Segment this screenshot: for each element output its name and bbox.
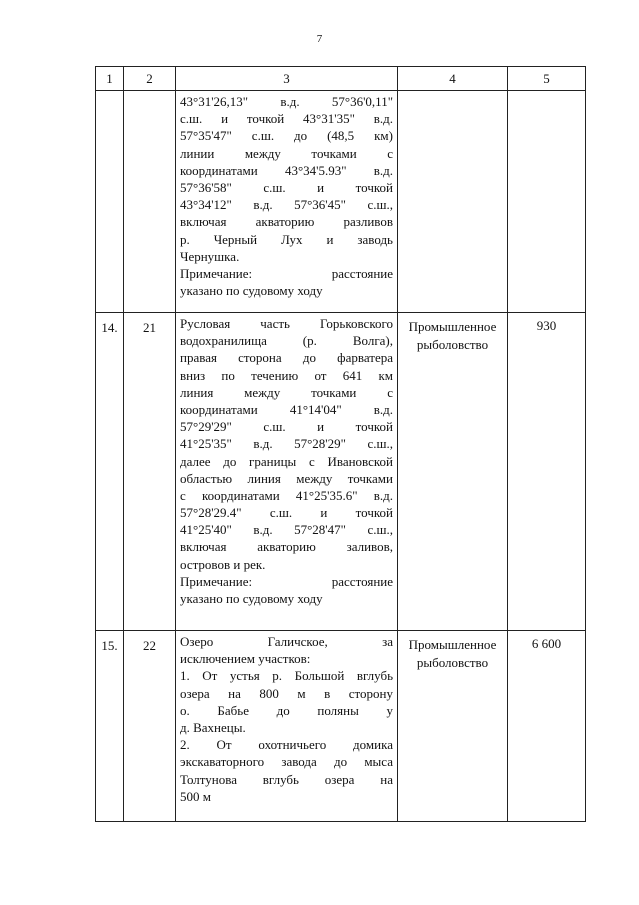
row-index: [96, 91, 124, 313]
description-line: Примечание: расстояние: [180, 573, 393, 589]
description-line: 57°29'29" с.ш. и точкой: [180, 419, 393, 435]
activity-line: Промышленное: [408, 319, 497, 334]
table-row: [96, 91, 586, 313]
description-line: включая акваторию разливов: [180, 214, 393, 230]
description-line: 57°35'47" с.ш. до (48,5 км): [180, 128, 393, 144]
description-line: 500 м: [180, 788, 211, 804]
description-line: д. Вахнецы.: [180, 719, 246, 735]
row-number: 21: [124, 313, 176, 631]
description-line: координатами 43°34'5.93" в.д.: [180, 162, 393, 178]
description-line: вниз по течению от 641 км: [180, 367, 393, 383]
description-line: Чернушка.: [180, 248, 240, 264]
description-line: 2. От охотничьего домика: [180, 737, 393, 753]
description-line: исключением участков:: [180, 651, 311, 667]
description-line: 1. От устья р. Большой вглубь: [180, 668, 393, 684]
row-description: [176, 631, 398, 822]
description-line: далее до границы с Ивановской: [180, 453, 393, 469]
description-line: 43°34'12" в.д. 57°36'45" с.ш.,: [180, 197, 393, 213]
table-header-row: [96, 67, 586, 91]
row-activity: [398, 631, 508, 822]
description-line: Русловая часть Горьковского: [180, 316, 393, 331]
description-line: линия между точками с: [180, 384, 393, 400]
description-line: водохранилища (р. Волга),: [180, 333, 393, 349]
activity-line: Промышленное: [408, 637, 497, 652]
row-activity: [398, 313, 508, 631]
description-line: 41°25'40" в.д. 57°28'47" с.ш.,: [180, 522, 393, 538]
description-line: с координатами 41°25'35.6" в.д.: [180, 487, 393, 503]
row-index: 14.: [96, 313, 124, 631]
row-activity: [398, 91, 508, 313]
row-index: 15.: [96, 631, 124, 822]
description-line: 57°28'29.4" с.ш. и точкой: [180, 505, 393, 521]
column-header: 2: [124, 67, 176, 91]
description-line: линии между точками с: [180, 145, 393, 161]
description-line: Примечание: расстояние: [180, 265, 393, 281]
row-description: [176, 313, 398, 631]
description-line: озера на 800 м в сторону: [180, 685, 393, 701]
description-line: указано по судовому ходу: [180, 591, 323, 606]
column-header: 5: [508, 67, 586, 91]
row-area: 6 600: [508, 631, 586, 822]
column-header: 1: [96, 67, 124, 91]
description-line: правая сторона до фарватера: [180, 350, 393, 366]
activity-line: рыболовство: [416, 654, 489, 670]
description-line: координатами 41°14'04" в.д.: [180, 401, 393, 417]
column-header: 4: [398, 67, 508, 91]
row-number: 22: [124, 631, 176, 822]
description-line: указано по судовому ходу: [180, 283, 323, 299]
description-line: с.ш. и точкой 43°31'35" в.д.: [180, 111, 393, 127]
row-description: [176, 91, 398, 313]
table-row: [96, 313, 586, 631]
description-line: экскаваторного завода до мыса: [180, 754, 393, 770]
column-header: 3: [176, 67, 398, 91]
row-number: [124, 91, 176, 313]
description-line: областью линия между точками: [180, 470, 393, 486]
page-number: 7: [316, 33, 323, 45]
table-row: [96, 631, 586, 822]
row-area: [508, 91, 586, 313]
row-area: 930: [508, 313, 586, 631]
description-line: о. Бабье до поляны у: [180, 702, 393, 718]
description-line: Озеро Галичское, за: [180, 634, 393, 649]
description-line: 57°36'58" с.ш. и точкой: [180, 179, 393, 195]
description-line: островов и рек.: [180, 556, 266, 572]
description-line: 41°25'35" в.д. 57°28'29" с.ш.,: [180, 436, 393, 452]
fishing-areas-table: [95, 66, 586, 822]
description-line: 43°31'26,13" в.д. 57°36'0,11": [180, 94, 393, 109]
activity-line: рыболовство: [416, 336, 489, 352]
description-line: Толтунова вглубь озера на: [180, 771, 393, 787]
description-line: р. Черный Лух и заводь: [180, 231, 393, 247]
description-line: включая акваторию заливов,: [180, 539, 393, 555]
